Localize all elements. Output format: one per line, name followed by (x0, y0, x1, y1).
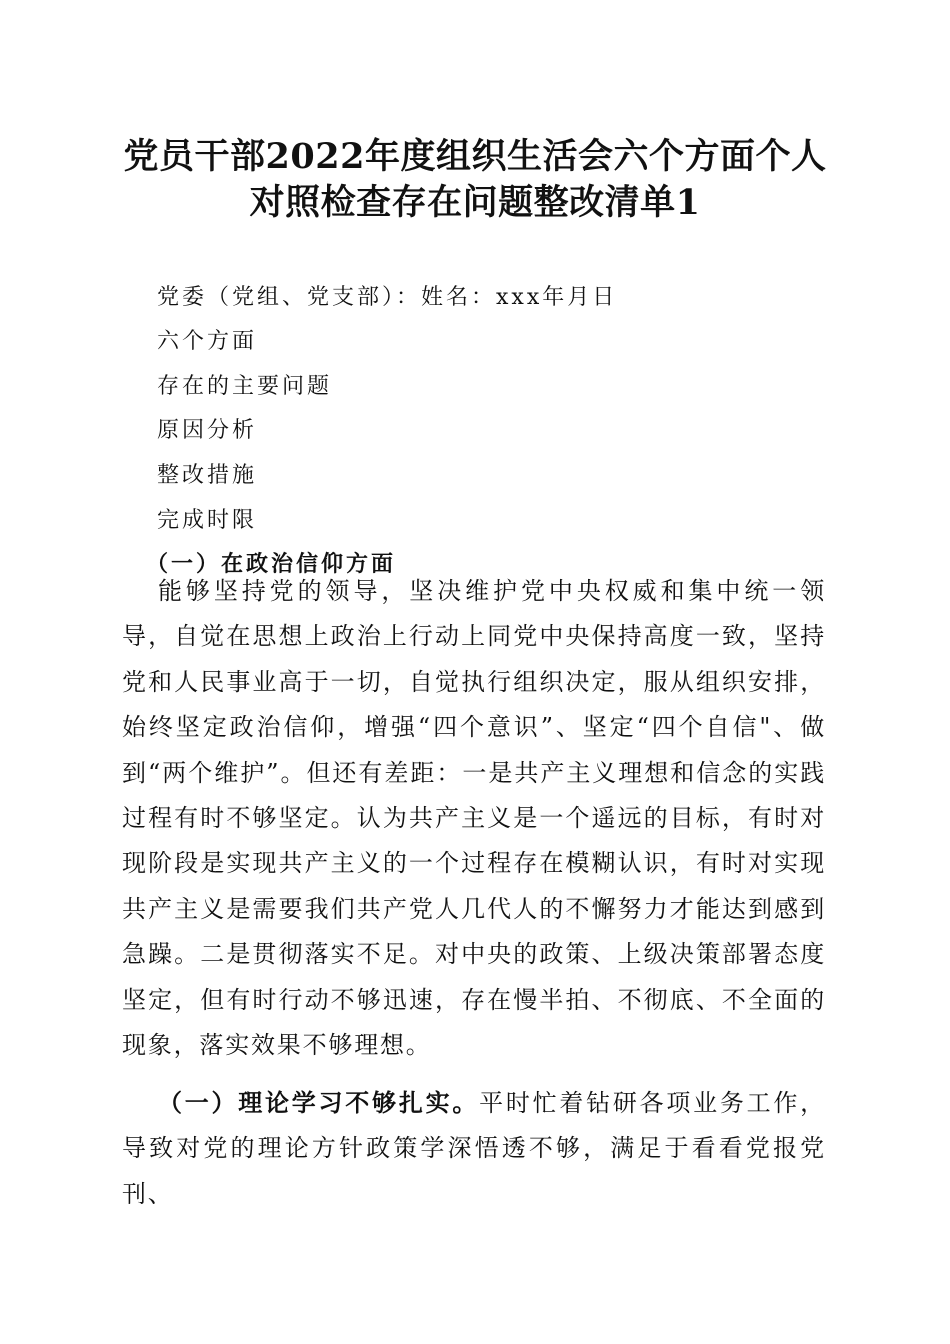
paragraph-theory-study-text: 平时忙着钻研各项业务工作，导致对党的理论方针政策学深悟透不够，满足于看看党报党刊、 (122, 1089, 826, 1208)
paragraph-theory-study-lead: （一）理论学习不够扎实。 (158, 1088, 480, 1117)
column-label-deadline: 完成时限 (157, 508, 258, 533)
section-heading: （一）在政治信仰方面 (146, 551, 397, 577)
column-label-aspects: 六个方面 (157, 329, 258, 354)
header-line: 党委（党组、党支部）：姓名：xxx年月日 (157, 285, 618, 310)
document-title-line-2: 对照检查存在问题整改清单1 (249, 182, 701, 223)
column-label-cause-analysis: 原因分析 (157, 418, 258, 443)
paragraph-political-belief: 能够坚持党的领导，坚决维护党中央权威和集中统一领导，自觉在思想上政治上行动上同党中央保持高度一致，坚持党和人民事业高于一切，自觉执行组织决定，服从组织安排，始终坚定政治信仰，增强“四个意识”、坚定“四个自信"、做到“两个维护”。但还有差距：一是共产主义理想和信念的实践过程有时不够坚定。认为共产主义是一个遥远的目标，有时对现阶段是实现共产主义的一个过程存在模糊认识，有时对实现共产主义是需要我们共产党人几代人的不懈努力才能达到感到急躁。二是贯彻落实不足。对中央的政策、上级决策部署态度坚定，但有时行动不够迅速，存在慢半拍、不彻底、不全面的现象，落实效果不够理想。 (122, 577, 826, 1060)
column-label-problems: 存在的主要问题 (157, 374, 333, 399)
column-label-measures: 整改措施 (157, 463, 258, 488)
paragraph-theory-study (122, 1080, 826, 1217)
document-title-line-1: 党员干部2022年度组织生活会六个方面个人 (123, 136, 827, 177)
